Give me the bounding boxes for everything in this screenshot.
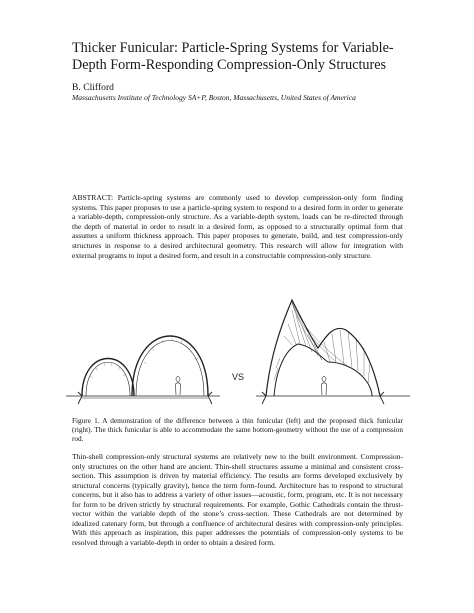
figure-vs-label: VS	[232, 372, 245, 382]
scale-figure-right	[322, 377, 327, 395]
figure-caption: Figure 1. A demonstration of the difference between a thin funicular (left) and the proposed thick funicular (right). The thick funicular is able to accommodate the same bottom-geometry without the use of a compression rod.	[72, 417, 403, 444]
figure-1	[60, 288, 414, 410]
support-arrows-right	[262, 392, 384, 404]
author-affiliation: Massachusetts Institute of Technology SA+P, Boston, Massachusetts, United States of America	[72, 93, 356, 102]
abstract-text: Particle-spring systems are commonly used to develop compression-only form finding systems. This paper proposes to use a particle-spring system to respond to a desired form in order to generate a variable-depth, compression-only structure. As a variable-depth system, loads can be re-directed through the depth of material in order to result in a desired form, as opposed to a structurally optimal form that assumes a uniform thickness approach. This paper proposes to generate, build, and test compression-only structures in response to a desired architectural geometry. This research will allow for integration with external programs to input a desired form, and result in a constructable compression-only structure.	[72, 193, 403, 260]
thin-funicular-drawing	[66, 336, 220, 404]
thick-funicular-drawing	[256, 300, 410, 404]
scale-figure-left	[176, 377, 181, 395]
author-name: B. Clifford	[72, 82, 114, 93]
paper-title: Thicker Funicular: Particle-Spring Systems for Variable-Depth Form-Responding Compression-Only Structures	[72, 40, 394, 73]
abstract	[72, 193, 403, 260]
intro-paragraph: Thin-shell compression-only structural systems are relatively new to the built environment. Compression-only structures on the other hand are ancient. Thin-shell structures assume a minimal and consistent cross-section. This assumption is driven by material efficiency. The results are forms developed exclusively by structural concerns (typically gravity), hence the term form-found. Architecture has to respond to structural concerns, but it also has to address a variety of other issues—acoustic, form, program, etc. It is not necessary for form to be driven strictly by structural requirements. For example, Gothic Cathedrals contain the thrust-vector within the variable depth of the stone’s cross-section. These Cathedrals are not determined by idealized catenary form, but through a confluence of architectural desires with compression-only principles. With this approach as inspiration, this paper addresses the potentials of compression-only systems to be resolved through a variable-depth in order to obtain a desired form.	[72, 452, 403, 547]
abstract-label: ABSTRACT:	[72, 193, 114, 202]
